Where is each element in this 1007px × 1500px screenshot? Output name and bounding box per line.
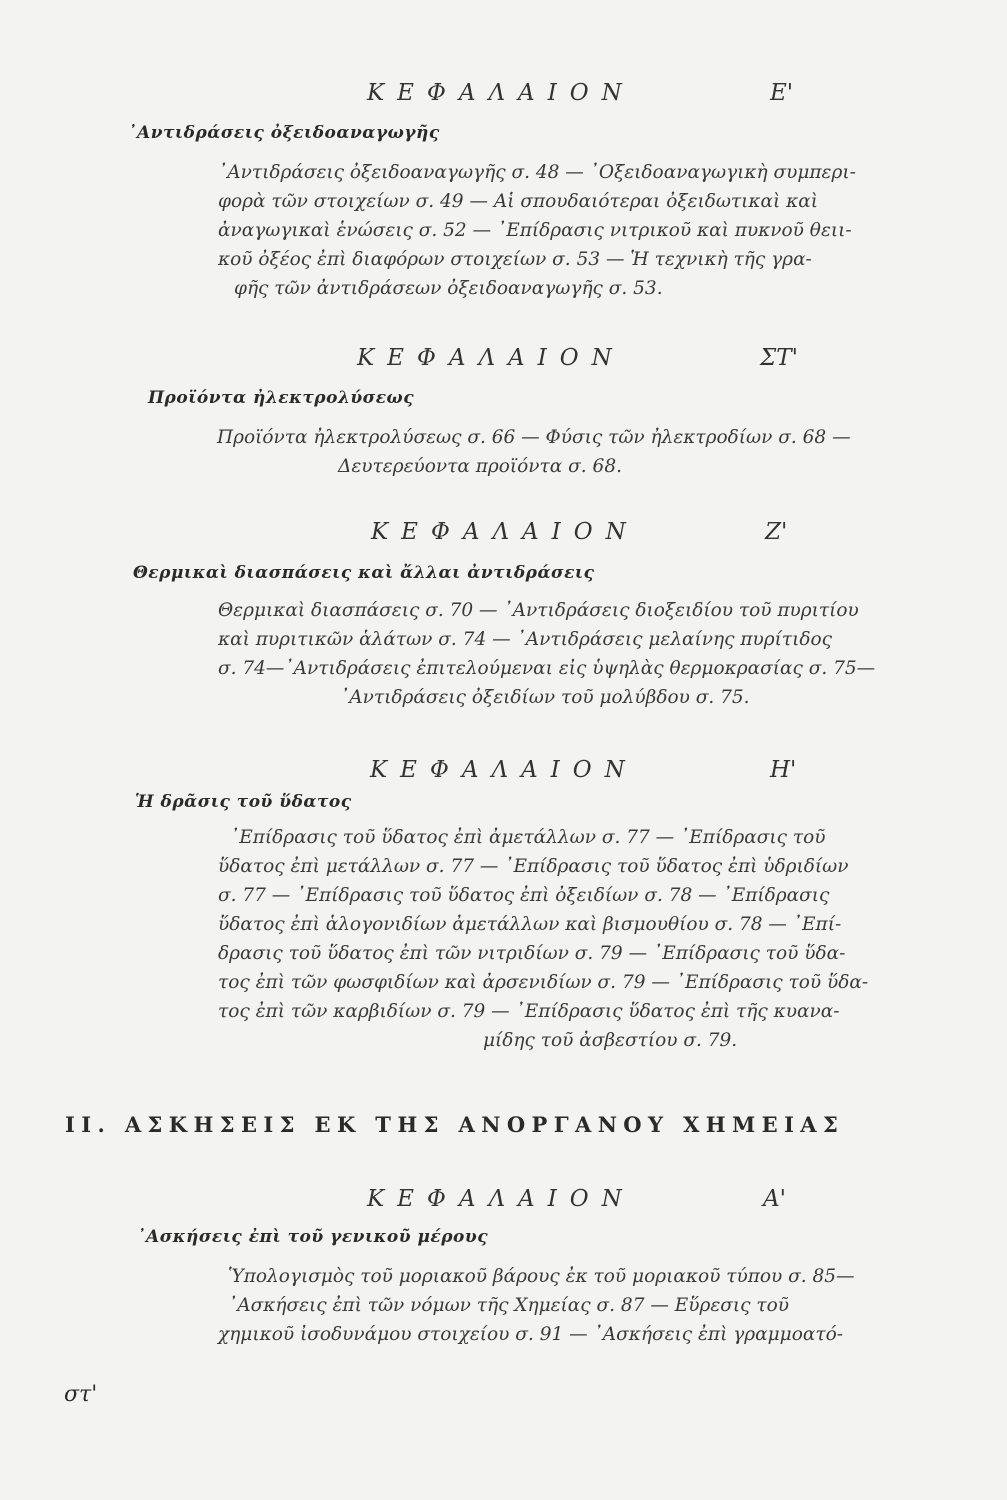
summary-line: Δευτερεύοντα προϊόντα σ. 68.: [338, 456, 622, 477]
summary-line: σ. 77 — ᾿Επίδρασις τοῦ ὕδατος ἐπὶ ὀξειδίων σ. 78 — ᾿Επίδρασις: [218, 885, 830, 906]
summary-line: χημικοῦ ἰσοδυνάμου στοιχείου σ. 91 — ᾿Ασκήσεις ἐπὶ γραμμοατό-: [218, 1324, 843, 1345]
chapter-heading: ΚΕΦΑΛΑΙΟΝ: [370, 757, 638, 783]
chapter-number: Ε': [770, 80, 794, 106]
summary-line: ᾿Αντιδράσεις ὀξειδοαναγωγῆς σ. 48 — ᾿Οξειδοαναγωγικὴ συμπερι-: [218, 162, 856, 183]
page-number: στ': [64, 1382, 98, 1407]
summary-line: Ὑπολογισμὸς τοῦ μοριακοῦ βάρους ἐκ τοῦ μοριακοῦ τύπου σ. 85—: [228, 1266, 855, 1287]
summary-line: Θερμικαὶ διασπάσεις σ. 70 — ᾿Αντιδράσεις διοξειδίου τοῦ πυριτίου: [218, 600, 859, 621]
section-title: Θερμικαὶ διασπάσεις καὶ ἄλλαι ἀντιδράσεις: [133, 563, 595, 583]
summary-line: κοῦ ὀξέος ἐπὶ διαφόρων στοιχείων σ. 53 — Ἡ τεχνικὴ τῆς γρα-: [218, 249, 812, 270]
chapter-heading: ΚΕΦΑΛΑΙΟΝ: [367, 80, 635, 106]
chapter-heading: ΚΕΦΑΛΑΙΟΝ: [357, 345, 625, 371]
chapter-summary: [218, 1262, 855, 1349]
summary-line: ᾿Αντιδράσεις ὀξειδίων τοῦ μολύβδου σ. 75.: [340, 687, 750, 708]
summary-line: ᾿Επίδρασις τοῦ ὕδατος ἐπὶ ἀμετάλλων σ. 77 — ᾿Επίδρασις τοῦ: [230, 827, 826, 848]
chapter-heading: ΚΕΦΑΛΑΙΟΝ: [371, 519, 639, 545]
chapter-number: Α': [763, 1186, 786, 1212]
section-title: Ἡ δρᾶσις τοῦ ὕδατος: [135, 792, 352, 812]
section-title: ᾿Αντιδράσεις ὀξειδοαναγωγῆς: [128, 123, 440, 143]
chapter-heading: ΚΕΦΑΛΑΙΟΝ: [367, 1186, 635, 1212]
summary-line: ἀναγωγικαὶ ἑνώσεις σ. 52 — ᾿Επίδρασις νιτρικοῦ καὶ πυκνοῦ θειι-: [218, 220, 852, 241]
summary-line: ὕδατος ἐπὶ μετάλλων σ. 77 — ᾿Επίδρασις τοῦ ὕδατος ἐπὶ ὑδριδίων: [218, 856, 849, 877]
summary-line: φορὰ τῶν στοιχείων σ. 49 — Αἱ σπουδαιότεραι ὀξειδωτικαὶ καὶ: [218, 191, 819, 212]
summary-line: φῆς τῶν ἀντιδράσεων ὀξειδοαναγωγῆς σ. 53.: [234, 278, 663, 299]
chapter-number: Η': [770, 757, 797, 783]
summary-line: ᾿Ασκήσεις ἐπὶ τῶν νόμων τῆς Χημείας σ. 87 — Εὕρεσις τοῦ: [228, 1295, 790, 1316]
chapter-summary: [217, 423, 851, 481]
chapter-number: Ζ': [765, 519, 788, 545]
section-title: ᾿Ασκήσεις ἐπὶ τοῦ γενικοῦ μέρους: [137, 1227, 489, 1247]
summary-line: σ. 74—᾿Αντιδράσεις ἐπιτελούμεναι εἰς ὑψηλὰς θερμοκρασίας σ. 75—: [218, 658, 876, 679]
summary-line: καὶ πυριτικῶν ἁλάτων σ. 74 — ᾿Αντιδράσεις μελαίνης πυρίτιδος: [218, 629, 833, 650]
chapter-number: ΣΤ': [760, 345, 798, 371]
summary-line: μίδης τοῦ ἀσβεστίου σ. 79.: [483, 1030, 738, 1051]
part-heading: ΙΙ. ΑΣΚΗΣΕΙΣ ΕΚ ΤΗΣ ΑΝΟΡΓΑΝΟΥ ΧΗΜΕΙΑΣ: [65, 1112, 845, 1137]
chapter-summary: [218, 823, 868, 1055]
summary-line: τος ἐπὶ τῶν φωσφιδίων καὶ ἀρσενιδίων σ. 79 — ᾿Επίδρασις τοῦ ὕδα-: [218, 972, 869, 993]
chapter-summary: [218, 158, 856, 303]
chapter-summary: [218, 596, 875, 712]
summary-line: ὕδατος ἐπὶ ἁλογονιδίων ἀμετάλλων καὶ βισμουθίου σ. 78 — ᾿Επί-: [218, 914, 842, 935]
summary-line: τος ἐπὶ τῶν καρβιδίων σ. 79 — ᾿Επίδρασις ὕδατος ἐπὶ τῆς κυανα-: [218, 1001, 840, 1022]
section-title: Προϊόντα ἠλεκτρολύσεως: [148, 388, 415, 408]
summary-line: δρασις τοῦ ὕδατος ἐπὶ τῶν νιτριδίων σ. 79 — ᾿Επίδρασις τοῦ ὕδα-: [218, 943, 846, 964]
summary-line: Προϊόντα ἠλεκτρολύσεως σ. 66 — Φύσις τῶν ἠλεκτροδίων σ. 68 —: [217, 427, 851, 448]
